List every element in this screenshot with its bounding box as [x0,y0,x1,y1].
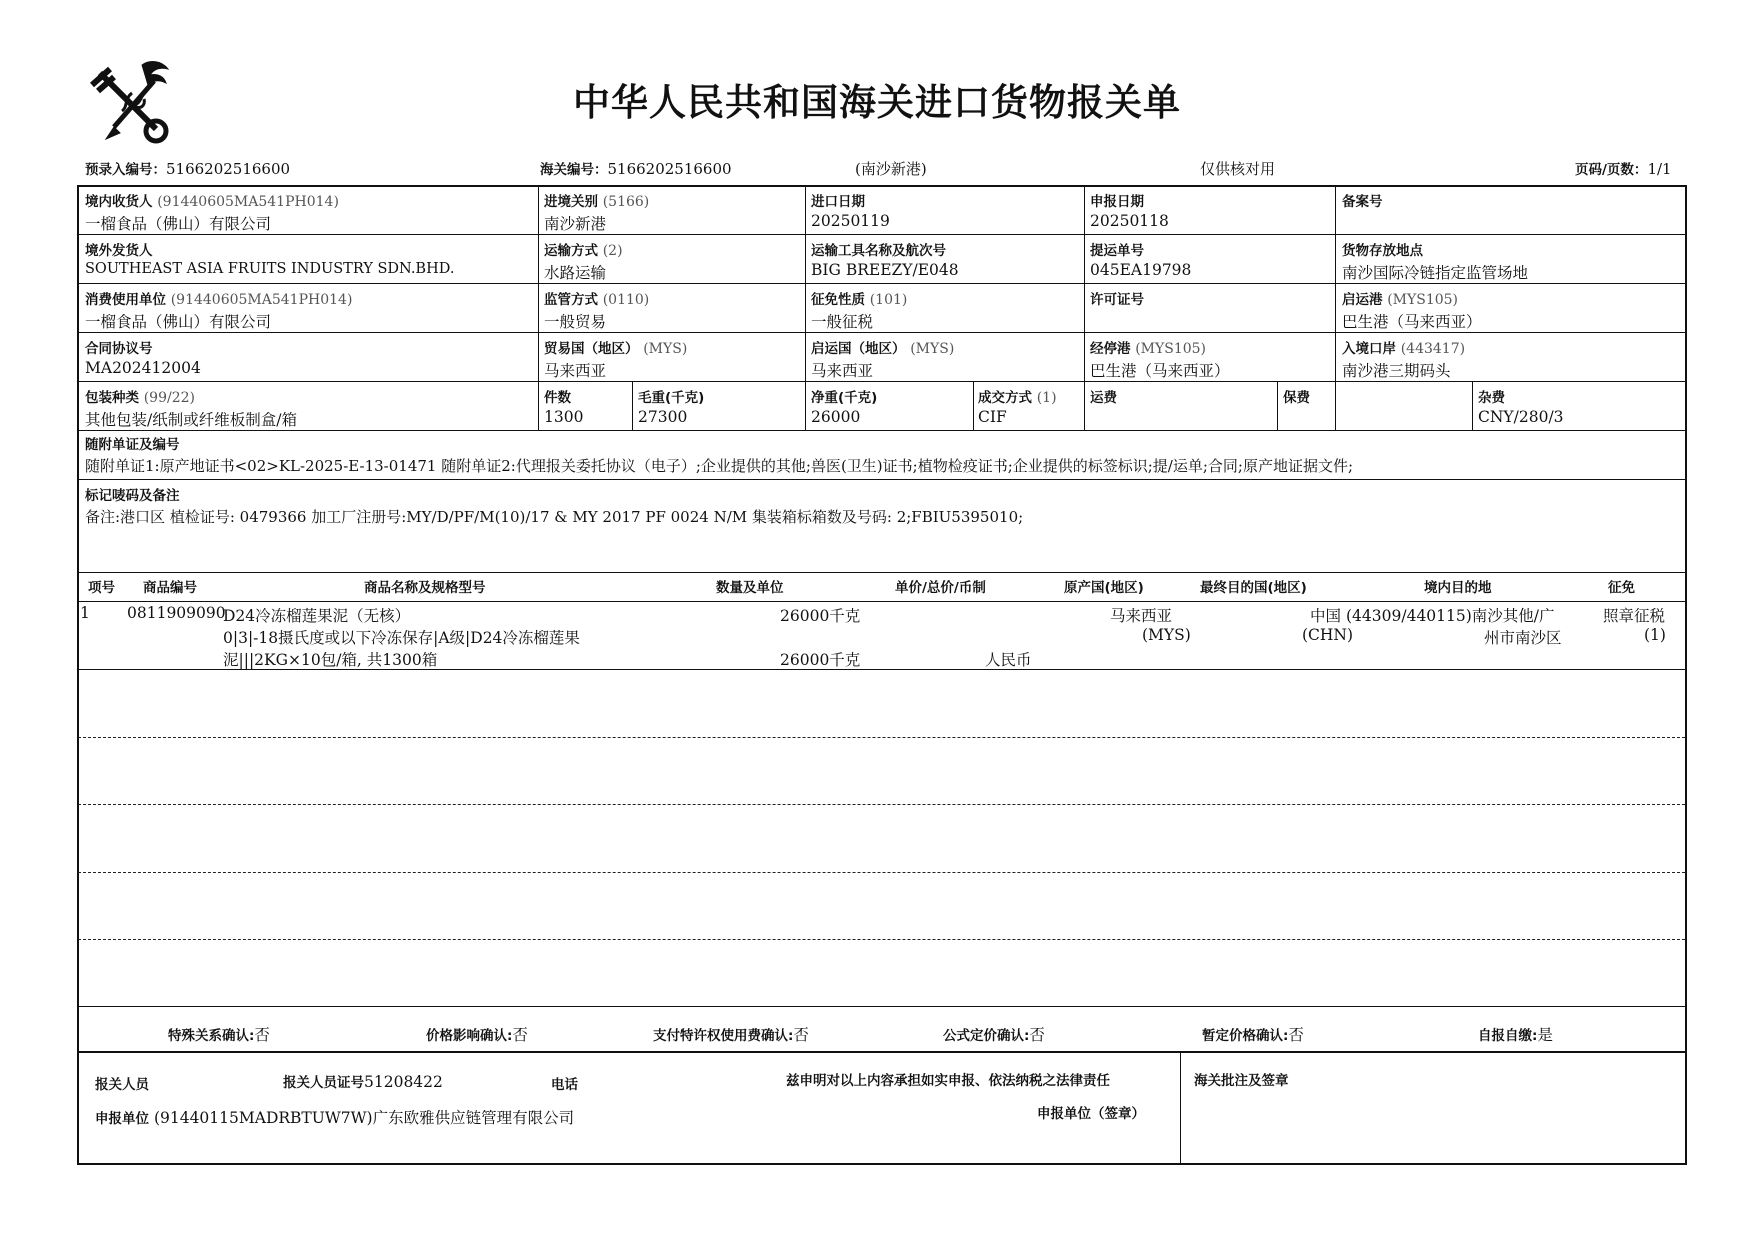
goods-header-origin: 原产国(地区) [1064,580,1144,596]
page-label: 页码/页数： [1575,162,1648,178]
goods-domestic-dest-line1: (44309/440115)南沙其他/广 [1346,607,1555,625]
tax-nature-label: 征免性质 (101) [811,292,908,308]
goods-name-line1: D24冷冻榴莲果泥（无核） [223,607,411,625]
contract-label: 合同协议号 [85,341,153,357]
row-divider [78,283,1685,284]
goods-header-code: 商品编号 [143,580,197,596]
goods-name-line2: 0|3|-18摄氏度或以下冷冻保存|A级|D24冷冻榴莲果 [223,629,580,647]
dashed-divider [78,737,1685,738]
license-label: 许可证号 [1090,292,1144,308]
declare-date-value: 20250118 [1090,212,1169,230]
declare-unit: 申报单位 (91440115MADRBTUW7W)广东欧雅供应链管理有限公司 [95,1109,575,1127]
net-value: 26000 [811,408,861,426]
goods-code: 0811909090 [127,604,226,622]
misc-label: 杂费 [1478,390,1505,406]
transit-port-value: 巴生港（马来西亚） [1090,362,1230,380]
preentry-number [85,158,290,178]
import-date-label: 进口日期 [811,194,865,210]
row-divider [78,572,1685,573]
confirm-formula-price: 公式定价确认:否 [943,1026,1045,1044]
pieces-label: 件数 [544,390,571,406]
freight-label: 运费 [1090,390,1117,406]
col-divider [1180,1052,1181,1164]
departure-port-label: 启运港 (MYS105) [1342,292,1459,308]
footer-divider [78,1051,1685,1053]
preentry-value: 5166202516600 [166,160,291,178]
goods-header-domestic-dest: 境内目的地 [1424,580,1492,596]
customs-no-value: 5166202516600 [607,160,732,178]
storage-label: 货物存放地点 [1342,243,1423,259]
deal-value: CIF [978,408,1007,426]
goods-header-dest-country: 最终目的国(地区) [1200,580,1307,596]
customs-number [540,158,732,178]
transit-port-label: 经停港 (MYS105) [1090,341,1207,357]
declarant-cert: 报关人员证号51208422 [283,1073,443,1091]
document-title: 中华人民共和国海关进口货物报关单 [573,81,1181,124]
row-divider [78,234,1685,235]
goods-qty1: 26000千克 [780,607,861,625]
confirm-price-influence: 价格影响确认:否 [426,1026,528,1044]
vessel-label: 运输工具名称及航次号 [811,243,946,259]
origin-country-label: 启运国（地区） (MYS) [811,341,955,357]
transport-mode-label: 运输方式 (2) [544,243,623,259]
remarks-label: 标记唛码及备注 [85,488,180,504]
page-value: 1/1 [1647,160,1672,178]
gross-value: 27300 [638,408,688,426]
gross-label: 毛重(千克) [638,390,705,406]
origin-country-value: 马来西亚 [811,362,874,380]
customs-sign-label: 海关批注及签章 [1194,1073,1289,1089]
goods-header-qty: 数量及单位 [716,580,784,596]
vessel-value: BIG BREEZY/E048 [811,261,959,279]
confirm-special-relation: 特殊关系确认:否 [168,1026,270,1044]
col-divider [1472,381,1473,430]
storage-value: 南沙国际冷链指定监管场地 [1342,264,1529,282]
goods-origin-code: (MYS) [1142,626,1191,644]
dashed-divider [78,872,1685,873]
goods-header-tax: 征免 [1608,580,1635,596]
col-divider [1335,186,1336,430]
entry-customs-value: 南沙新港 [544,215,607,233]
package-label: 包装种类 (99/22) [85,390,195,406]
consumer-label: 消费使用单位 (91440605MA541PH014) [85,292,353,308]
legal-statement: 兹申明对以上内容承担如实申报、依法纳税之法律责任 [786,1073,1110,1089]
col-divider [973,381,974,430]
misc-value: CNY/280/3 [1478,408,1564,426]
goods-item-no: 1 [80,604,90,622]
consignee-value: 一榴食品（佛山）有限公司 [85,215,272,233]
row-divider [78,479,1685,480]
goods-tax-line1: 照章征税 [1603,607,1666,625]
dashed-divider [78,939,1685,940]
goods-dest-country: 中国 [1310,607,1342,625]
goods-header-name: 商品名称及规格型号 [364,580,486,596]
col-divider [1277,381,1278,430]
transport-mode-value: 水路运输 [544,264,607,282]
trade-country-value: 马来西亚 [544,362,607,380]
record-no-label: 备案号 [1342,194,1383,210]
goods-header-item: 项号 [88,580,115,596]
dashed-divider [78,804,1685,805]
goods-qty2: 26000千克 [780,651,861,669]
insurance-label: 保费 [1283,390,1310,406]
declarant-label: 报关人员 [95,1077,149,1093]
confirm-self-declare: 自报自缴:是 [1478,1026,1553,1044]
row-divider [78,430,1685,431]
goods-origin: 马来西亚 [1110,607,1173,625]
consignee-label: 境内收货人 (91440605MA541PH014) [85,194,339,210]
goods-currency: 人民币 [985,651,1032,669]
col-divider [1084,186,1085,430]
goods-dest-code: (CHN) [1302,626,1354,644]
consignor-value: SOUTHEAST ASIA FRUITS INDUSTRY SDN.BHD. [85,261,455,277]
supervision-value: 一般贸易 [544,313,607,331]
declare-date-label: 申报日期 [1090,194,1144,210]
consignor-label: 境外发货人 [85,243,153,259]
departure-port-value: 巴生港（马来西亚） [1342,313,1482,331]
bill-no-label: 提运单号 [1090,243,1144,259]
package-value: 其他包装/纸制或纤维板制盒/箱 [85,411,297,429]
consumer-value: 一榴食品（佛山）有限公司 [85,313,272,331]
row-divider [78,1006,1685,1007]
col-divider [632,381,633,430]
entry-customs-label: 进境关别 (5166) [544,194,650,210]
confirm-provisional-price: 暂定价格确认:否 [1202,1026,1304,1044]
supervision-label: 监管方式 (0110) [544,292,650,308]
goods-header-price: 单价/总价/币制 [895,580,986,596]
tax-nature-value: 一般征税 [811,313,874,331]
entry-port-label: 入境口岸 (443417) [1342,341,1466,357]
bill-no-value: 045EA19798 [1090,261,1192,279]
goods-name-line3: 泥|||2KG×10包/箱, 共1300箱 [223,651,438,669]
customs-no-label: 海关编号： [540,162,608,178]
col-divider [538,186,539,430]
net-label: 净重(千克) [811,390,878,406]
deal-label: 成交方式 (1) [978,390,1057,406]
phone-label: 电话 [551,1077,578,1093]
entry-port-value: 南沙港三期码头 [1342,362,1451,380]
col-divider [805,186,806,430]
goods-tax-line2: (1) [1644,626,1666,644]
remarks-value: 备注:港口区 植检证号: 0479366 加工厂注册号:MY/D/PF/M(10)/17 & MY 2017 PF 0024 N/M 集装箱标箱数及号码: 2;FBIU5395010; [85,508,1024,526]
pieces-value: 1300 [544,408,584,426]
page-indicator [1575,158,1672,178]
docs-label: 随附单证及编号 [85,437,180,453]
preentry-label: 预录入编号： [85,162,166,178]
goods-domestic-dest-line2: 州市南沙区 [1484,629,1562,647]
trade-country-label: 贸易国（地区） (MYS) [544,341,688,357]
row-divider [78,601,1685,602]
port-name: (南沙新港) [855,160,927,178]
contract-value: MA202412004 [85,359,201,377]
confirm-royalty: 支付特许权使用费确认:否 [653,1026,809,1044]
docs-value: 随附单证1:原产地证书<02>KL-2025-E-13-01471 随附单证2:代理报关委托协议（电子）;企业提供的其他;兽医(卫生)证书;植物检疫证书;企业提供的标签标识;提/运单;合同;原产地证据文件; [85,457,1354,475]
row-divider [78,381,1685,382]
check-note: 仅供核对用 [1200,160,1276,178]
import-date-value: 20250119 [811,212,890,230]
declare-seal-label: 申报单位（签章） [1037,1106,1145,1122]
row-divider [78,332,1685,333]
